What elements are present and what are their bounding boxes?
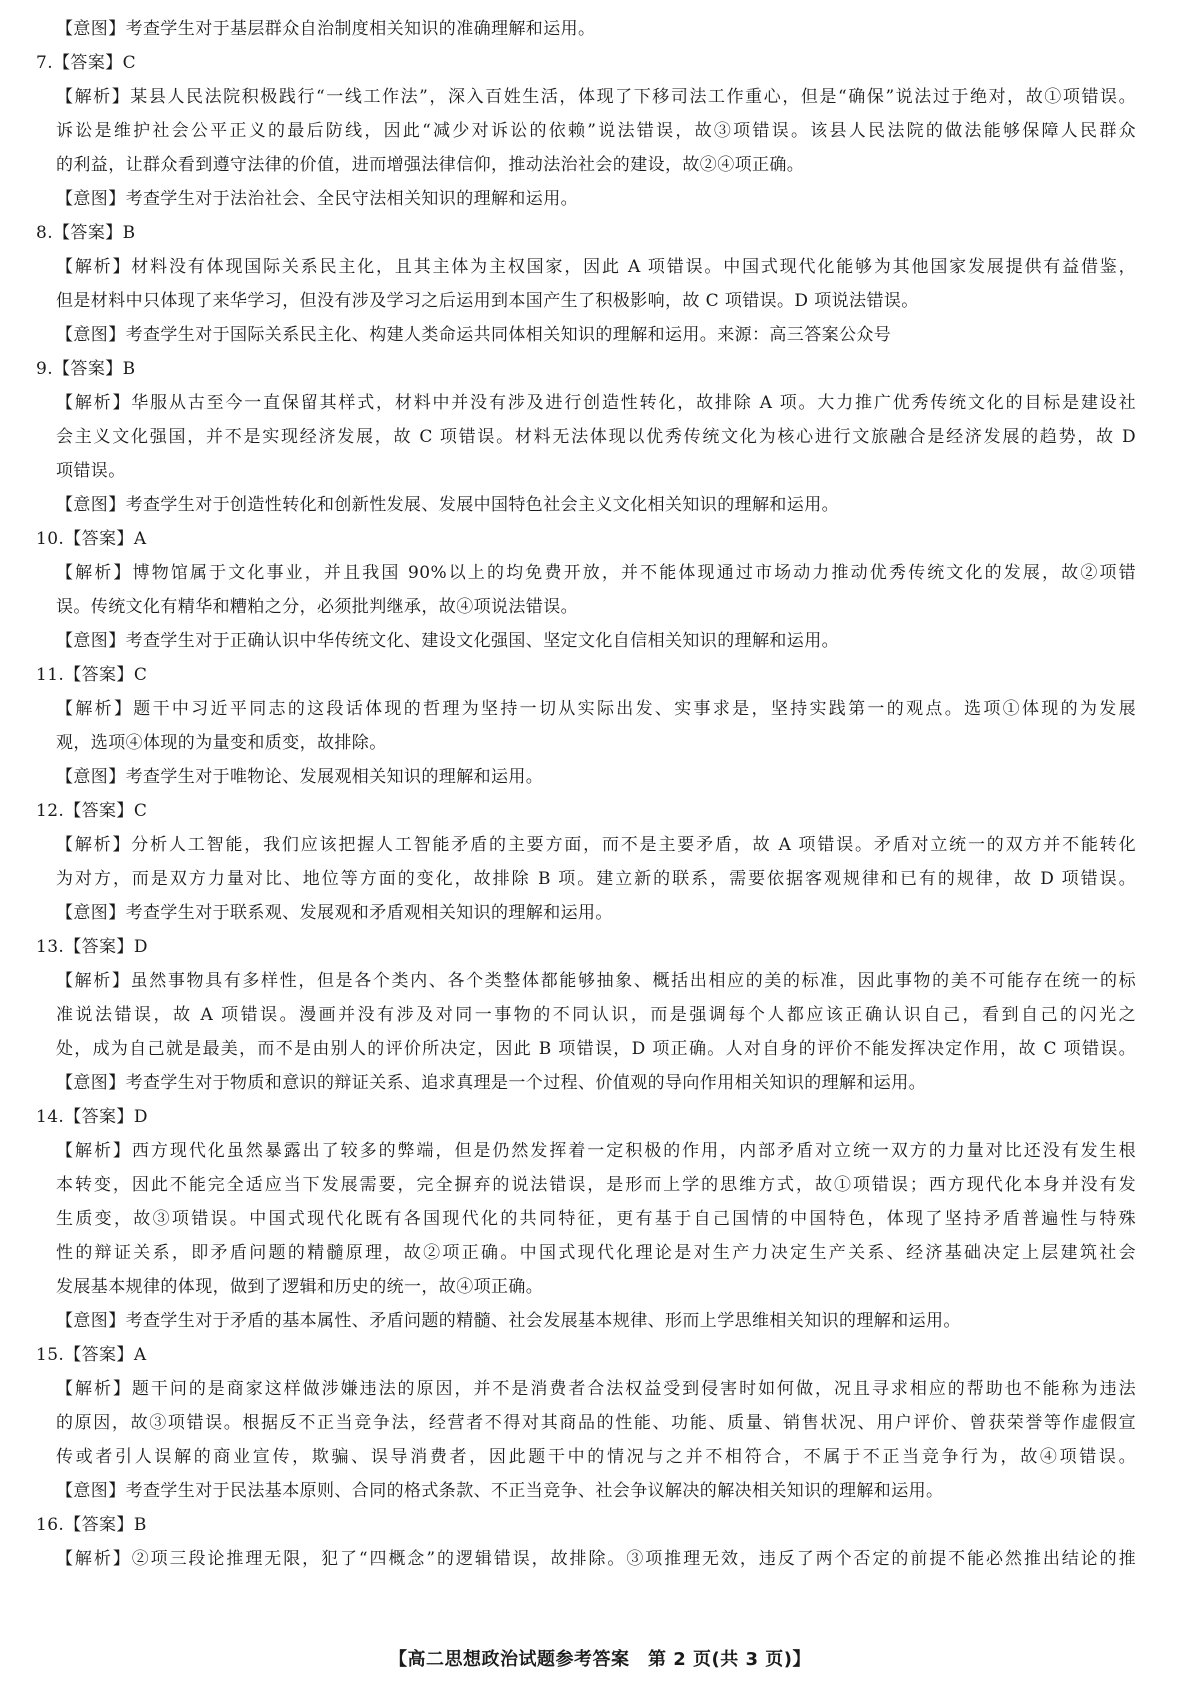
text-line: 【解析】题干问的是商家这样做涉嫌违法的原因，并不是消费者合法权益受到侵害时如何做，况且寻求相应的帮助也不能称为违法 xyxy=(56,1379,1136,1399)
text-line: 【解析】②项三段论推理无限，犯了“四概念”的逻辑错误，故排除。③项推理无效，违反了两个否定的前提不能必然推出结论的推 xyxy=(56,1549,1136,1569)
answer-heading: 11.【答案】C xyxy=(36,665,148,685)
text-line: 【意图】考查学生对于联系观、发展观和矛盾观相关知识的理解和运用。 xyxy=(56,903,613,923)
text-line: 为对方，而是双方力量对比、地位等方面的变化，故排除 B 项。建立新的联系，需要依据客观规律和已有的规律，故 D 项错误。 xyxy=(56,869,1136,889)
text-line: 发展基本规律的体现，做到了逻辑和历史的统一，故④项正确。 xyxy=(56,1277,544,1297)
text-line: 【解析】华服从古至今一直保留其样式，材料中并没有涉及进行创造性转化，故排除 A 项。大力推广优秀传统文化的目标是建设社 xyxy=(56,393,1136,413)
text-line: 误。传统文化有精华和糟粕之分，必须批判继承，故④项说法错误。 xyxy=(56,597,578,617)
text-line: 观，选项④体现的为量变和质变，故排除。 xyxy=(56,733,387,753)
text-line: 【意图】考查学生对于正确认识中华传统文化、建设文化强国、坚定文化自信相关知识的理解和运用。 xyxy=(56,631,839,651)
text-line: 性的辩证关系，即矛盾问题的精髓原理，故②项正确。中国式现代化理论是对生产力决定生产关系、经济基础决定上层建筑社会 xyxy=(56,1243,1136,1263)
text-line: 的利益，让群众看到遵守法律的价值，进而增强法律信仰，推动法治社会的建设，故②④项正确。 xyxy=(56,155,805,175)
answer-heading: 13.【答案】D xyxy=(36,937,148,957)
text-line: 【解析】博物馆属于文化事业，并且我国 90%以上的均免费开放，并不能体现通过市场动力推动优秀传统文化的发展，故②项错 xyxy=(56,563,1136,583)
text-line: 处，成为自己就是最美，而不是由别人的评价所决定，因此 B 项错误，D 项正确。人对自身的评价不能发挥决定作用，故 C 项错误。 xyxy=(56,1039,1136,1059)
answer-heading: 14.【答案】D xyxy=(36,1107,148,1127)
text-line: 【意图】考查学生对于创造性转化和创新性发展、发展中国特色社会主义文化相关知识的理解和运用。 xyxy=(56,495,839,515)
answer-heading: 10.【答案】A xyxy=(36,529,147,549)
answer-heading: 12.【答案】C xyxy=(36,801,148,821)
text-line: 的原因，故③项错误。根据反不正当竞争法，经营者不得对其商品的性能、功能、质量、销售状况、用户评价、曾获荣誉等作虚假宣 xyxy=(56,1413,1136,1433)
text-line: 本转变，因此不能完全适应当下发展需要，完全摒弃的说法错误，是形而上学的思维方式，故①项错误；西方现代化本身并没有发 xyxy=(56,1175,1136,1195)
text-line: 准说法错误，故 A 项错误。漫画并没有涉及对同一事物的不同认识，而是强调每个人都应该正确认识自己，看到自己的闪光之 xyxy=(56,1005,1136,1025)
answer-heading: 7.【答案】C xyxy=(36,53,137,73)
text-line: 【意图】考查学生对于矛盾的基本属性、矛盾问题的精髓、社会发展基本规律、形而上学思维相关知识的理解和运用。 xyxy=(56,1311,961,1331)
text-line: 【解析】虽然事物具有多样性，但是各个类内、各个类整体都能够抽象、概括出相应的美的标准，因此事物的美不可能存在统一的标 xyxy=(56,971,1136,991)
text-line: 【解析】某县人民法院积极践行“一线工作法”，深入百姓生活，体现了下移司法工作重心，但是“确保”说法过于绝对，故①项错误。 xyxy=(56,87,1136,107)
text-line: 【解析】题干中习近平同志的这段话体现的哲理为坚持一切从实际出发、实事求是，坚持实践第一的观点。选项①体现的为发展 xyxy=(56,699,1136,719)
page-footer: 【高二思想政治试题参考答案 第 2 页(共 3 页)】 xyxy=(388,1649,812,1670)
text-line: 【意图】考查学生对于基层群众自治制度相关知识的准确理解和运用。 xyxy=(56,19,596,39)
text-line: 【解析】材料没有体现国际关系民主化，且其主体为主权国家，因此 A 项错误。中国式现代化能够为其他国家发展提供有益借鉴， xyxy=(56,257,1136,277)
text-line: 【意图】考查学生对于法治社会、全民守法相关知识的理解和运用。 xyxy=(56,189,578,209)
answer-heading: 9.【答案】B xyxy=(36,359,136,379)
text-line: 【意图】考查学生对于民法基本原则、合同的格式条款、不正当竞争、社会争议解决的解决相关知识的理解和运用。 xyxy=(56,1481,944,1501)
text-line: 【意图】考查学生对于国际关系民主化、构建人类命运共同体相关知识的理解和运用。来源：高三答案公众号 xyxy=(56,325,892,345)
text-line: 但是材料中只体现了来华学习，但没有涉及学习之后运用到本国产生了积极影响，故 C 项错误。D 项说法错误。 xyxy=(56,291,919,311)
text-line: 传或者引人误解的商业宣传，欺骗、误导消费者，因此题干中的情况与之并不相符合，不属于不正当竞争行为，故④项错误。 xyxy=(56,1447,1136,1467)
answer-heading: 8.【答案】B xyxy=(36,223,136,243)
text-line: 项错误。 xyxy=(56,461,126,481)
answer-heading: 16.【答案】B xyxy=(36,1515,147,1535)
text-line: 生质变，故③项错误。中国式现代化既有各国现代化的共同特征，更有基于自己国情的中国特色，体现了坚持矛盾普遍性与特殊 xyxy=(56,1209,1136,1229)
answer-heading: 15.【答案】A xyxy=(36,1345,147,1365)
text-line: 【意图】考查学生对于唯物论、发展观相关知识的理解和运用。 xyxy=(56,767,544,787)
text-line: 【意图】考查学生对于物质和意识的辩证关系、追求真理是一个过程、价值观的导向作用相关知识的理解和运用。 xyxy=(56,1073,926,1093)
text-line: 诉讼是维护社会公平正义的最后防线，因此“减少对诉讼的依赖”说法错误，故③项错误。该县人民法院的做法能够保障人民群众 xyxy=(56,121,1136,141)
text-line: 【解析】分析人工智能，我们应该把握人工智能矛盾的主要方面，而不是主要矛盾，故 A 项错误。矛盾对立统一的双方并不能转化 xyxy=(56,835,1136,855)
text-line: 会主义文化强国，并不是实现经济发展，故 C 项错误。材料无法体现以优秀传统文化为核心进行文旅融合是经济发展的趋势，故 D xyxy=(56,427,1136,447)
text-line: 【解析】西方现代化虽然暴露出了较多的弊端，但是仍然发挥着一定积极的作用，内部矛盾对立统一双方的力量对比还没有发生根 xyxy=(56,1141,1136,1161)
